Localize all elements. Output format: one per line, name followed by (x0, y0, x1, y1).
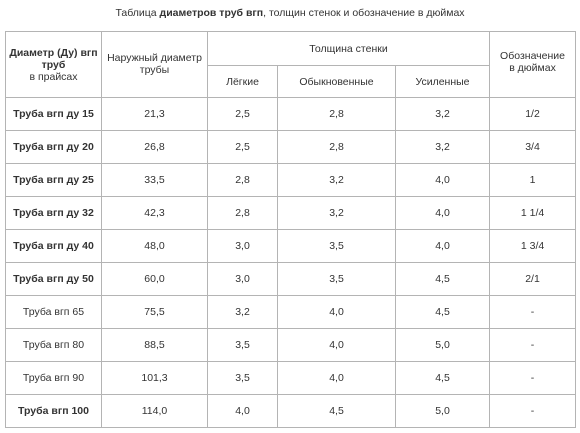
header-light: Лёгкие (208, 66, 278, 98)
pipe-name-cell: Труба вгп ду 32 (6, 197, 102, 230)
light-thickness-cell: 2,8 (208, 197, 278, 230)
ordinary-thickness-cell: 4,0 (278, 329, 396, 362)
header-diameter-line3: в прайсах (29, 70, 78, 83)
table-row (6, 329, 576, 362)
light-thickness-cell: 3,5 (208, 329, 278, 362)
table-row (6, 98, 576, 131)
pipe-name-cell: Труба вгп ду 15 (6, 98, 102, 131)
inch-designation-cell: 1 1/4 (490, 197, 576, 230)
header-wall-thickness: Толщина стенки (208, 32, 490, 66)
pipe-name-cell: Труба вгп 90 (6, 362, 102, 395)
header-inch-line1: Обозначение (500, 50, 565, 62)
light-thickness-cell: 3,0 (208, 230, 278, 263)
table-row (6, 131, 576, 164)
pipe-name-cell: Труба вгп ду 25 (6, 164, 102, 197)
pipe-diameter-table (5, 31, 576, 428)
inch-designation-cell: - (490, 329, 576, 362)
pipe-name-cell: Труба вгп ду 20 (6, 131, 102, 164)
reinforced-thickness-cell: 5,0 (396, 329, 490, 362)
table-row (6, 164, 576, 197)
light-thickness-cell: 2,8 (208, 164, 278, 197)
table-row (6, 263, 576, 296)
reinforced-thickness-cell: 4,5 (396, 362, 490, 395)
inch-designation-cell: - (490, 362, 576, 395)
header-outer-line2: трубы (139, 64, 170, 76)
ordinary-thickness-cell: 4,0 (278, 296, 396, 329)
header-inch-line2: в дюймах (509, 62, 556, 74)
reinforced-thickness-cell: 4,0 (396, 230, 490, 263)
reinforced-thickness-cell: 4,0 (396, 164, 490, 197)
pipe-name-cell: Труба вгп ду 50 (6, 263, 102, 296)
header-row-top (6, 32, 576, 66)
inch-designation-cell: 3/4 (490, 131, 576, 164)
header-inch-designation (490, 32, 576, 98)
inch-designation-cell: 2/1 (490, 263, 576, 296)
reinforced-thickness-cell: 3,2 (396, 131, 490, 164)
light-thickness-cell: 2,5 (208, 131, 278, 164)
ordinary-thickness-cell: 2,8 (278, 131, 396, 164)
light-thickness-cell: 4,0 (208, 395, 278, 428)
reinforced-thickness-cell: 4,5 (396, 263, 490, 296)
ordinary-thickness-cell: 4,0 (278, 362, 396, 395)
ordinary-thickness-cell: 2,8 (278, 98, 396, 131)
outer-diameter-cell: 21,3 (102, 98, 208, 131)
light-thickness-cell: 3,2 (208, 296, 278, 329)
ordinary-thickness-cell: 3,2 (278, 197, 396, 230)
ordinary-thickness-cell: 3,5 (278, 263, 396, 296)
light-thickness-cell: 2,5 (208, 98, 278, 131)
ordinary-thickness-cell: 3,2 (278, 164, 396, 197)
inch-designation-cell: 1 3/4 (490, 230, 576, 263)
outer-diameter-cell: 101,3 (102, 362, 208, 395)
reinforced-thickness-cell: 5,0 (396, 395, 490, 428)
ordinary-thickness-cell: 4,5 (278, 395, 396, 428)
ordinary-thickness-cell: 3,5 (278, 230, 396, 263)
pipe-name-cell: Труба вгп ду 40 (6, 230, 102, 263)
table-row (6, 395, 576, 428)
inch-designation-cell: 1/2 (490, 98, 576, 131)
header-diameter-line2: труб (41, 58, 66, 71)
outer-diameter-cell: 88,5 (102, 329, 208, 362)
reinforced-thickness-cell: 3,2 (396, 98, 490, 131)
header-diameter-line1: Диаметр (Ду) вгп (9, 46, 98, 59)
outer-diameter-cell: 48,0 (102, 230, 208, 263)
reinforced-thickness-cell: 4,0 (396, 197, 490, 230)
pipe-name-cell: Труба вгп 65 (6, 296, 102, 329)
outer-diameter-cell: 75,5 (102, 296, 208, 329)
outer-diameter-cell: 42,3 (102, 197, 208, 230)
inch-designation-cell: - (490, 296, 576, 329)
header-reinforced: Усиленные (396, 66, 490, 98)
caption-prefix: Таблица (115, 7, 160, 19)
inch-designation-cell: - (490, 395, 576, 428)
outer-diameter-cell: 114,0 (102, 395, 208, 428)
table-row (6, 296, 576, 329)
table-row (6, 362, 576, 395)
table-row (6, 197, 576, 230)
header-outer-line1: Наружный диаметр (107, 52, 202, 64)
header-outer-diameter (102, 32, 208, 98)
caption-suffix: , толщин стенок и обозначение в дюймах (263, 7, 465, 19)
caption-bold: диаметров труб вгп (159, 7, 264, 19)
outer-diameter-cell: 26,8 (102, 131, 208, 164)
header-diameter (6, 32, 102, 98)
pipe-name-cell: Труба вгп 80 (6, 329, 102, 362)
light-thickness-cell: 3,5 (208, 362, 278, 395)
table-caption (0, 0, 580, 26)
reinforced-thickness-cell: 4,5 (396, 296, 490, 329)
table-row (6, 230, 576, 263)
light-thickness-cell: 3,0 (208, 263, 278, 296)
inch-designation-cell: 1 (490, 164, 576, 197)
header-ordinary: Обыкновенные (278, 66, 396, 98)
outer-diameter-cell: 33,5 (102, 164, 208, 197)
pipe-name-cell: Труба вгп 100 (6, 395, 102, 428)
outer-diameter-cell: 60,0 (102, 263, 208, 296)
